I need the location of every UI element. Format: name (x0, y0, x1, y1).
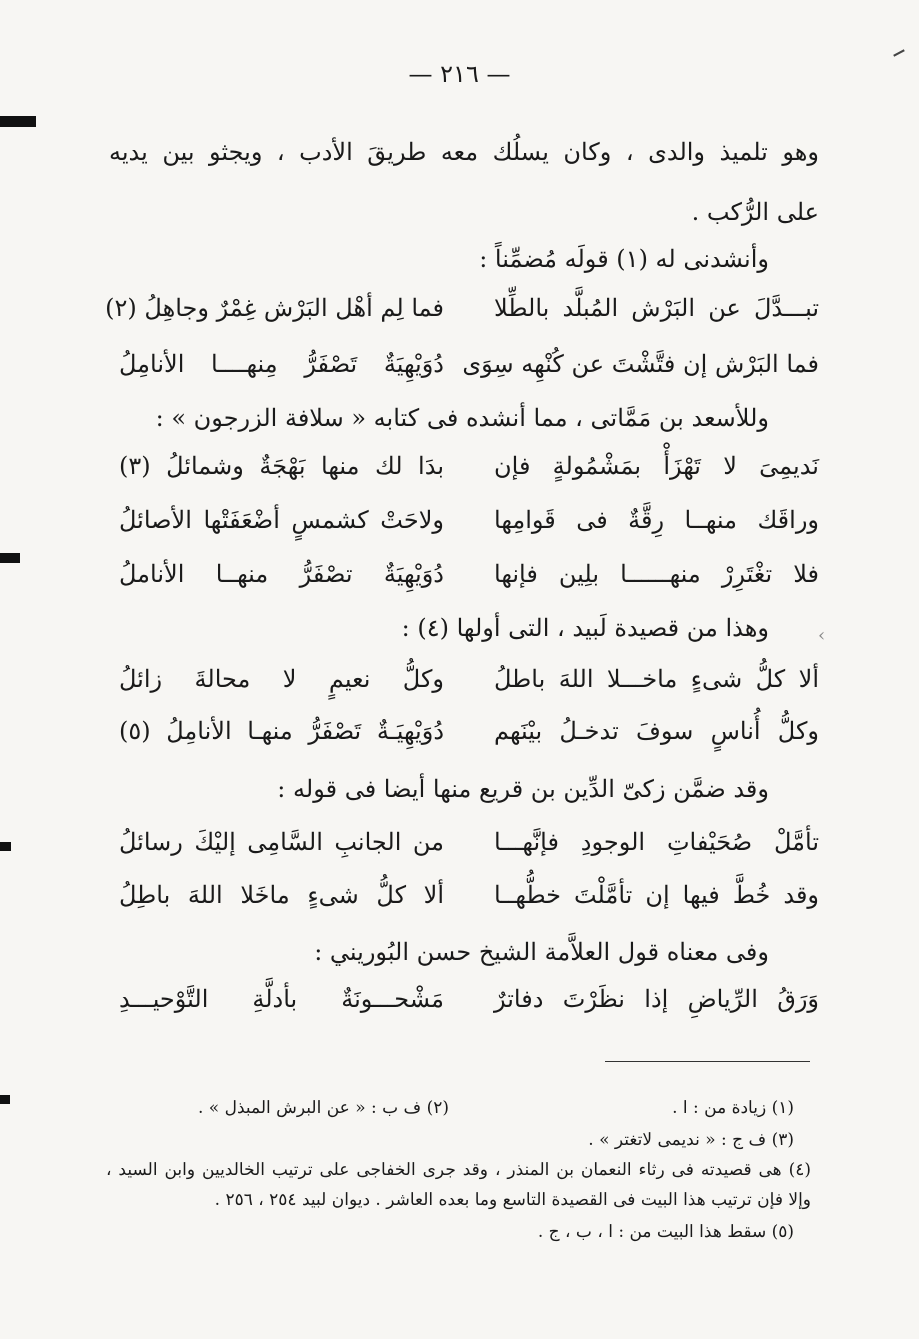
verse-line (119, 717, 819, 757)
page-number: — ٢١٦ — (408, 60, 511, 88)
footnote (672, 1098, 794, 1118)
verse-first-hemistich: ألا كلُّ شىءٍ ماخـــلا اللهَ باطلُ (494, 665, 819, 693)
verse-second-hemistich: دُوَيْهِيَةٌ تصْفَرُّ منهــا الأناملُ (119, 560, 444, 588)
verse-first-hemistich: فلا تغْتَرِرْ منهــــــا بلِين فإنها (494, 560, 819, 588)
footnote: (٥) سقط هذا البيت من : ا ، ب ، ج . (537, 1222, 794, 1242)
verse-intro: وأنشدنى له (١) قولَه مُضمِّناً : (479, 245, 769, 273)
footnote-divider (605, 1061, 810, 1062)
verse-line (119, 350, 819, 390)
verse-second-hemistich: ألا كلُّ شىءٍ ماخَلا اللهَ باطِلُ (119, 881, 444, 909)
verse-second-hemistich: مَشْحـــونَةٌ بأدلَّةِ التَّوْحيـــدِ (119, 985, 444, 1013)
prose-line: على الرُّكب . (691, 198, 819, 226)
verse-line (105, 294, 819, 334)
verse-intro: وقد ضمَّن زكىّ الدِّين بن قريع منها أيضا فى قوله : (277, 775, 769, 803)
verse-second-hemistich: بدَا لك منها بَهْجَةٌ وشمائلُ (٣) (119, 452, 444, 480)
verse-line (119, 828, 819, 868)
verse-second-hemistich: وكلُّ نعيمٍ لا محالةَ زائلُ (119, 665, 444, 693)
verse-first-hemistich: فما البَرْش إن فتَّشْتَ عن كُنْهِه سِوَى (462, 350, 819, 378)
verse-line (119, 881, 819, 921)
footnote: (٤) هى قصيدته فى رثاء النعمان بن المنذر ، وقد جرى الخفاجى على ترتيب الخالديين وابن السيد ، (106, 1160, 811, 1180)
verse-intro: وللأسعد بن مَمَّاتى ، مما أنشده فى كتابه « سلافة الزرجون » : (155, 404, 769, 432)
verse-first-hemistich: وراقَك منهــا رِقَّةٌ فى قَوامِها (494, 506, 819, 534)
verse-line (119, 665, 819, 705)
verse-first-hemistich: تبـــدَّلَ عن البَرْش المُبلَّد بالطِّلا (494, 294, 819, 322)
verse-first-hemistich: وكلُّ أُناسٍ سوفَ تدخـلُ بيْنَهم (494, 717, 819, 745)
verse-line (119, 560, 819, 600)
verse-second-hemistich: ولاحَتْ كشمسٍ أضْعَفَتْها الأصائلُ (119, 506, 444, 534)
verse-second-hemistich: دُوَيْهِيَـةٌ تَصْفَرُّ منهـا الأنامِلُ (٥) (119, 717, 444, 745)
margin-mark-lower (0, 842, 11, 851)
margin-mark-top (0, 116, 36, 127)
footnote-1: (١) زيادة من : ا . (672, 1098, 794, 1118)
margin-mark-middle (0, 553, 20, 563)
footnote-continuation: وإلا فإن ترتيب هذا البيت فى القصيدة التاسع وما بعده العاشر . ديوان لبيد ٢٥٤ ، ٢٥٦ . (214, 1190, 811, 1210)
verse-first-hemistich: وَرَقُ الرِّياضِ إذا نظَرْتَ دفاترٌ (494, 985, 819, 1013)
footnote: (٣) ف ج : « نديمى لاتغتر » . (588, 1130, 794, 1150)
verse-line (119, 985, 819, 1025)
footnote: (٢) ف ب : « عن البرش المبذل » . (198, 1098, 449, 1118)
verse-first-hemistich: نَديمِىَ لا تَهْزَأْ بمَشْمُولةٍ فإن (494, 452, 819, 480)
corner-mark (893, 49, 905, 56)
verse-first-hemistich: تأمَّلْ صُحَيْفاتِ الوجودِ فإنَّهـــا (494, 828, 819, 856)
verse-second-hemistich: من الجانبِ السَّامِى إليْكَ رسائلُ (119, 828, 444, 856)
margin-mark-bottom (0, 1095, 10, 1104)
verse-intro: وفى معناه قول العلاَّمة الشيخ حسن البُوريني : (314, 938, 769, 966)
verse-line (119, 452, 819, 492)
verse-line (119, 506, 819, 546)
verse-first-hemistich: وقد خُطَّ فيها إن تأمَّلْتَ خطُّهــا (494, 881, 819, 909)
prose-line: وهو تلميذ والدى ، وكان يسلُك معه طريقَ الأدب ، ويجثو بين يديه (109, 138, 819, 166)
verse-second-hemistich: فما لِم أهْل البَرْش غِمْرٌ وجاهِلُ (٢) (105, 294, 444, 322)
margin-chevron: ‹ (818, 625, 826, 646)
verse-second-hemistich: دُوَيْهِيَةٌ تَصْفَرُّ مِنهــــا الأنامِلُ (119, 350, 444, 378)
verse-intro: وهذا من قصيدة لَبيد ، التى أولها (٤) : (401, 614, 769, 642)
